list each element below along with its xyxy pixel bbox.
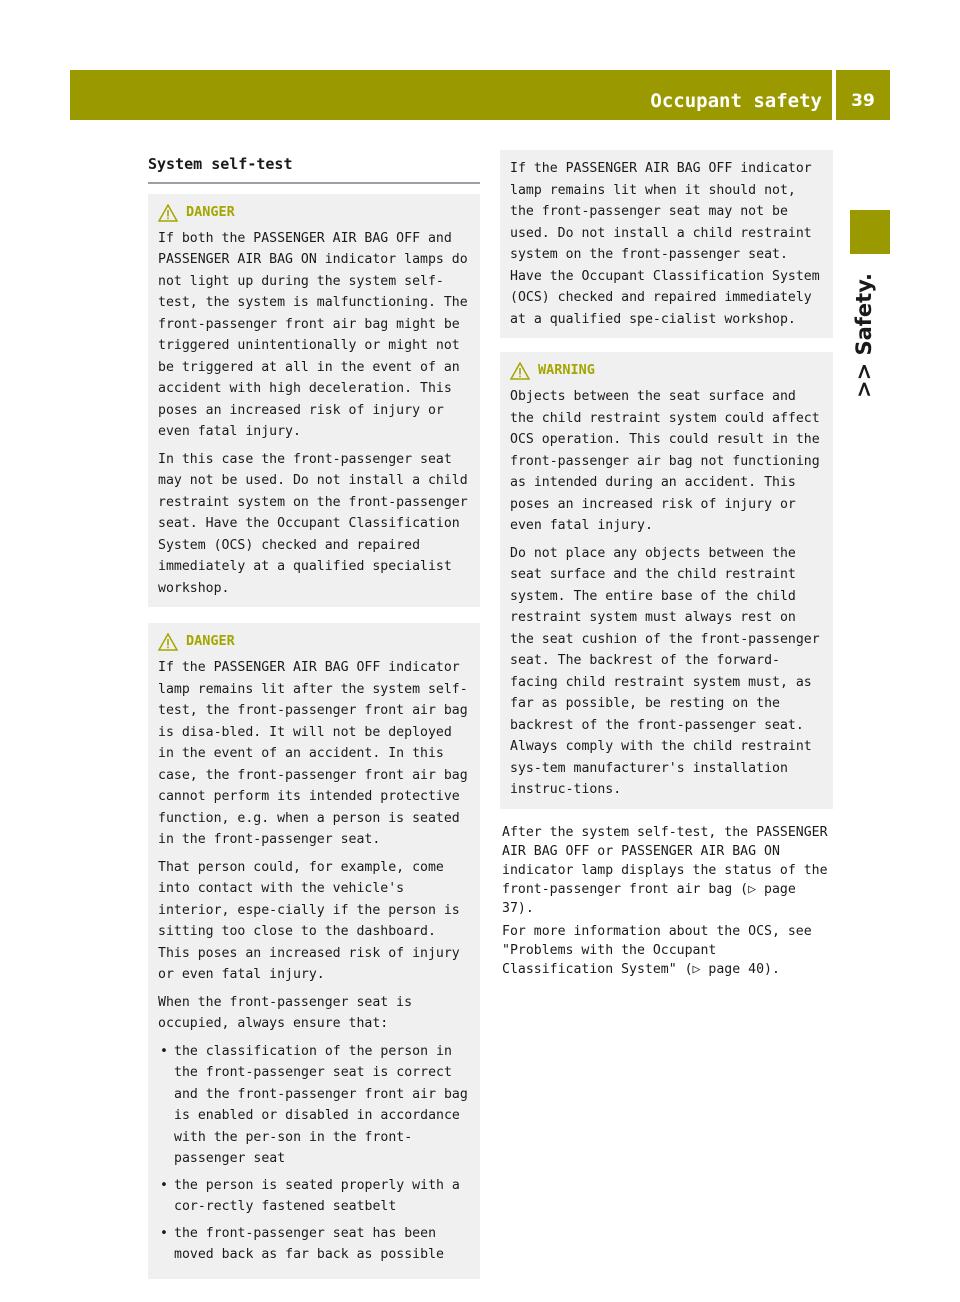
list-item: • the classification of the person in the front-passenger seat is correct and the front-passenger front air bag is enabled or disabled in accordance with the per-son in the front-passenger seat bbox=[158, 1041, 472, 1170]
body-text bbox=[500, 823, 833, 979]
side-tab-label: >> Safety. bbox=[852, 273, 876, 398]
danger-label: DANGER bbox=[186, 203, 235, 220]
paragraph: For more information about the OCS, see "Problems with the Occupant Classification System" (▷ page 40). bbox=[502, 923, 812, 977]
continued-danger-box bbox=[500, 150, 833, 338]
header-title: Occupant safety bbox=[650, 90, 822, 112]
warning-triangle-icon bbox=[158, 204, 178, 222]
side-tab-marker bbox=[850, 210, 890, 254]
warning-triangle-icon bbox=[158, 633, 178, 651]
danger-box-2 bbox=[148, 623, 480, 1279]
warning-text: Objects between the seat surface and the child restraint system could affect OCS operation. This could result in the front-passenger air bag not functioning as intended during an accident. This poses an increased risk of injury or even fatal injury. bbox=[510, 389, 820, 533]
warning-text: Do not place any objects between the seat surface and the child restraint system. The entire base of the child restraint system must always rest on the seat cushion of the front-passenger seat. The backrest of the forward-facing child restraint system must, as far as possible, be resting on the backrest of the front-passenger seat. Always comply with the child restraint sys-tem manufacturer's installation instruc-tions. bbox=[510, 545, 820, 797]
danger-text: If the PASSENGER AIR BAG OFF indicator lamp remains lit when it should not, the front-passenger seat may not be used. Do not install a child restraint system on the front-passenger seat. Have the Occupant Classification System (OCS) checked and repaired immediately at a qualified spe-cialist workshop. bbox=[510, 161, 820, 327]
danger-text: If both the PASSENGER AIR BAG OFF and PASSENGER AIR BAG ON indicator lamps do not light up during the system self-test, the system is malfunctioning. The front-passenger front air bag might be triggered unintentionally or might not be triggered at all in the event of an accident with high deceleration. This poses an increased risk of injury or even fatal injury. bbox=[158, 230, 468, 439]
danger-heading bbox=[158, 631, 472, 653]
danger-label: DANGER bbox=[186, 633, 235, 650]
header-bar bbox=[70, 70, 832, 120]
danger-text: In this case the front-passenger seat may not be used. Do not install a child restraint system on the front-passenger seat. Have the Occupant Classification System (OCS) checked and repaired immediately at a qualified specialist workshop. bbox=[158, 451, 468, 596]
paragraph: After the system self-test, the PASSENGER AIR BAG OFF or PASSENGER AIR BAG ON indicator lamp displays the status of the front-passenger front air bag (▷ page 37). bbox=[502, 824, 828, 916]
page-number: 39 bbox=[836, 70, 890, 120]
left-column bbox=[148, 150, 480, 1293]
warning-label: WARNING bbox=[538, 362, 595, 379]
danger-box-1 bbox=[148, 194, 480, 608]
danger-heading bbox=[158, 202, 472, 224]
danger-text: If the PASSENGER AIR BAG OFF indicator lamp remains lit after the system self-test, the front-passenger front air bag is disa-bled. It will not be deployed in the event of an accident. In this case, the front-passenger front air bag cannot perform its intended protective function, e.g. when a person is seated in the front-passenger seat. bbox=[158, 660, 468, 847]
bullet-list bbox=[158, 1041, 472, 1266]
right-column bbox=[500, 150, 833, 983]
danger-text: That person could, for example, come into contact with the vehicle's interior, espe-cially if the person is sitting too close to the dashboard. This poses an increased risk of injury or even fatal injury. bbox=[158, 859, 460, 982]
warning-box bbox=[500, 352, 833, 809]
list-item: • the person is seated properly with a cor-rectly fastened seatbelt bbox=[158, 1175, 472, 1218]
list-item: • the front-passenger seat has been moved back as far back as possible bbox=[158, 1223, 472, 1266]
section-title: System self-test bbox=[148, 150, 480, 184]
warning-triangle-icon bbox=[510, 362, 530, 380]
danger-text: When the front-passenger seat is occupied, always ensure that: bbox=[158, 994, 413, 1031]
warning-heading bbox=[510, 360, 825, 382]
